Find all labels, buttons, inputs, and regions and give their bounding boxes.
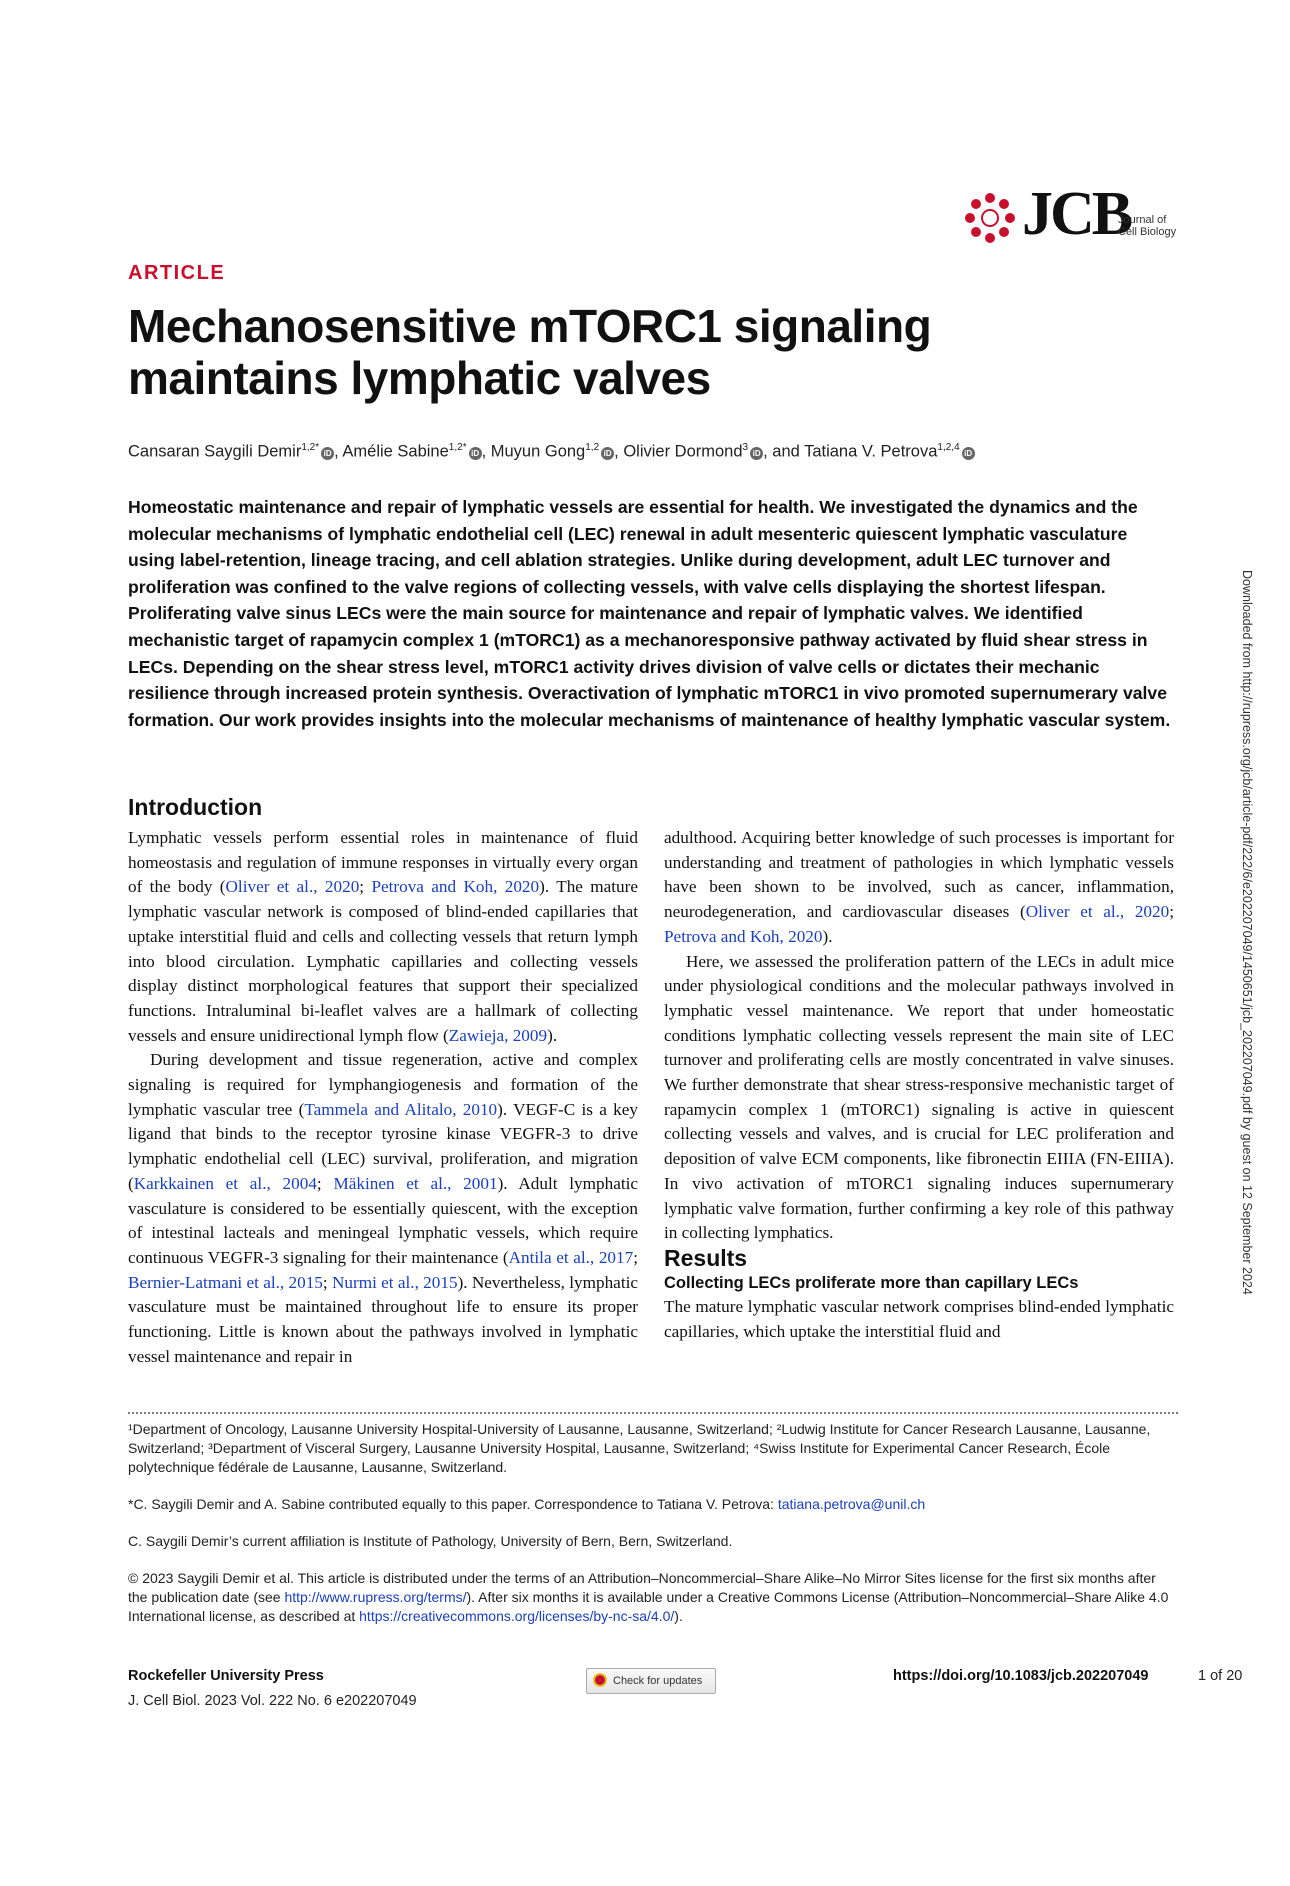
paragraph: adulthood. Acquiring better knowledge of such processes is important for understanding and treatment of pathologies in which lymphatic vessels have been shown to be involved, such as cancer, inflammation, neurodegeneration, and cardiovascular diseases (Oliver et al., 2020; Petrova and Koh, 2020).	[664, 828, 1174, 946]
paragraph: Lymphatic vessels perform essential roles in maintenance of fluid homeostasis and regulation of immune responses in virtually every organ of the body (Oliver et al., 2020; Petrova and Koh, 2020). The mature lymphatic vascular network is composed of blind-ended capillaries that uptake interstitial fluid and cells and collecting vessels that return lymph into blood circulation. Lymphatic capillaries and collecting vessels display distinct morphological features that support their specialized functions. Intraluminal bi-leaflet valves are a hallmark of collecting vessels and ensure unidirectional lymph flow (Zawieja, 2009).	[128, 828, 639, 1045]
author-name: Tatiana V. Petrova	[804, 442, 938, 461]
reference-link[interactable]: Zawieja, 2009	[448, 1025, 548, 1045]
section-heading-results: Results	[664, 1244, 748, 1271]
affiliations: ¹Department of Oncology, Lausanne University Hospital-University of Lausanne, Lausanne, Switzerland; ²Ludwig Institute for Cancer Research Lausanne, Lausanne, Switzerland; ³Department of Visceral Surgery, Lausanne University Hospital, Lausanne, Switzerland; ⁴Swiss Institute for Experimental Cancer Research, École polytechnique fédérale de Lausanne, Lausanne, Switzerland.	[128, 1421, 1151, 1475]
email-link[interactable]: tatiana.petrova@unil.ch	[777, 1496, 926, 1512]
author-name: Amélie Sabine	[342, 442, 449, 461]
paragraph: Here, we assessed the proliferation pattern of the LECs in adult mice under physiological conditions and the molecular pathways involved in lymphatic vessel maintenance. We report that under homeostatic conditions lymphatic collecting vessels represent the main site of LEC turnover and proliferating cells are mostly concentrated in valve sinuses. We further demonstrate that shear stress-responsive mechanistic target of rapamycin complex 1 (mTORC1) signaling is active in quiescent collecting vessels and valves, and is crucial for LEC proliferation and deposition of valve ECM components, like fibronectin EIIIA (FN-EIIIA). In vivo activation of mTORC1 signaling induces supernumerary lymphatic valve formation, further confirming a key role of this pathway in collecting lymphatics.	[664, 951, 1174, 1243]
paragraph: The mature lymphatic vascular network comprises blind-ended lymphatic capillaries, which uptake the interstitial fluid and	[664, 1297, 1174, 1342]
subsection-heading: Collecting LECs proliferate more than capillary LECs	[664, 1273, 1079, 1292]
article-title: Mechanosensitive mTORC1 signaling maintains lymphatic valves	[128, 300, 932, 404]
orcid-icon[interactable]: iD	[469, 447, 482, 460]
orcid-icon[interactable]: iD	[750, 447, 763, 460]
logo-subtitle: Journal of Cell Biology	[1118, 214, 1177, 238]
correspondence-note: *C. Saygili Demir and A. Sabine contributed equally to this paper. Correspondence to Tatiana V. Petrova: tatiana.petrova@unil.ch	[128, 1496, 926, 1512]
license-note: © 2023 Saygili Demir et al. This article is distributed under the terms of an Attribution–Noncommercial–Share Alike–No Mirror Sites license for the first six months after the publication date (see http://www.rupress.org/terms/). After six months it is available under a Creative Commons License (Attribution–Noncommercial–Share Alike 4.0 International license, as described at https://creativecommons.org/licenses/by-nc-sa/4.0/).	[128, 1570, 1169, 1624]
jcb-flower-icon	[960, 188, 1020, 248]
author-name: Cansaran Saygili Demir	[128, 442, 302, 461]
abstract: Homeostatic maintenance and repair of lymphatic vessels are essential for health. We investigated the dynamics and the molecular mechanisms of lymphatic endothelial cell (LEC) renewal in adult mesenteric quiescent lymphatic vasculature using label-retention, lineage tracing, and cell ablation strategies. Unlike during development, adult LEC turnover and proliferation was confined to the valve regions of collecting vessels, with valve cells displaying the shortest lifespan. Proliferating valve sinus LECs were the main source for maintenance and repair of lymphatic valves. We identified mechanistic target of rapamycin complex 1 (mTORC1) as a mechanoresponsive pathway activated by fluid shear stress in LECs. Depending on the shear stress level, mTORC1 activity drives division of valve cells or dictates their mechanic resilience through increased protein synthesis. Overactivation of lymphatic mTORC1 in vivo promoted supernumerary valve formation. Our work provides insights into the molecular mechanisms of maintenance of healthy lymphatic vascular system.	[128, 497, 1171, 730]
body-column-right	[664, 826, 1174, 1345]
author-name: Muyun Gong	[490, 442, 586, 461]
affiliation-note: C. Saygili Demir’s current affiliation is Institute of Pathology, University of Bern, Bern, Switzerland.	[128, 1533, 733, 1549]
orcid-icon[interactable]: iD	[321, 447, 334, 460]
crossmark-icon	[593, 1673, 607, 1687]
reference-link[interactable]: Antila et al., 2017	[508, 1247, 634, 1267]
author-name: Olivier Dormond	[623, 442, 743, 461]
article-type-label: ARTICLE	[128, 262, 226, 284]
reference-link[interactable]: Karkkainen et al., 2004	[133, 1173, 317, 1193]
section-heading-introduction: Introduction	[128, 794, 263, 820]
license-link[interactable]: https://creativecommons.org/licenses/by-nc-sa/4.0/	[359, 1608, 675, 1624]
footnote-divider	[128, 1412, 1178, 1414]
reference-link[interactable]: Mäkinen et al., 2001	[333, 1173, 498, 1193]
publisher-name: Rockefeller University Press	[128, 1668, 324, 1684]
reference-link[interactable]: Oliver et al., 2020	[1025, 902, 1170, 922]
logo-text: JCB	[1022, 180, 1131, 248]
reference-link[interactable]: Petrova and Koh, 2020	[664, 926, 823, 946]
doi-link[interactable]: https://doi.org/10.1083/jcb.202207049	[893, 1668, 1149, 1684]
check-for-updates-button[interactable]: Check for updates	[586, 1668, 716, 1694]
reference-link[interactable]: Petrova and Koh, 2020	[371, 877, 540, 897]
orcid-icon[interactable]: iD	[962, 447, 975, 460]
body-column-left	[128, 826, 638, 1369]
author-list: Cansaran Saygili Demir$^{1,2*}$ iD , Amélie Sabine$^{1,2*}$ iD , Muyun Gong$^{1,2}$ iD , Olivier Dormond$^3$ iD , and Tatiana V. Petrova$^{1,2,4}$ iD	[128, 442, 1178, 462]
orcid-icon[interactable]: iD	[601, 447, 614, 460]
reference-link[interactable]: Oliver et al., 2020	[225, 877, 360, 897]
footnotes	[128, 1420, 1178, 1644]
page-number: 1 of 20	[1198, 1668, 1243, 1684]
paragraph: During development and tissue regeneration, active and complex signaling is required for lymphangiogenesis and formation of the lymphatic vascular tree (Tammela and Alitalo, 2010). VEGF-C is a key ligand that binds to the receptor tyrosine kinase VEGFR-3 to drive lymphatic endothelial cell (LEC) survival, proliferation, and migration (Karkkainen et al., 2004; Mäkinen et al., 2001). Adult lymphatic vasculature is considered to be essentially quiescent, with the exception of intestinal lacteals and meningeal lymphatic vessels, which require continuous VEGFR-3 signaling for their maintenance (Antila et al., 2017; Bernier-Latmani et al., 2015; Nurmi et al., 2015). Nevertheless, lymphatic vasculature must be maintained throughout life to ensure its proper functioning. Little is known about the pathways involved in lymphatic vessel maintenance and repair in	[128, 1050, 639, 1366]
citation-line: J. Cell Biol. 2023 Vol. 222 No. 6 e202207049	[128, 1693, 417, 1709]
journal-logo	[960, 180, 1180, 250]
reference-link[interactable]: Bernier-Latmani et al., 2015	[128, 1272, 323, 1292]
reference-link[interactable]: Nurmi et al., 2015	[331, 1272, 458, 1292]
terms-link[interactable]: http://www.rupress.org/terms/	[284, 1589, 467, 1605]
reference-link[interactable]: Tammela and Alitalo, 2010	[304, 1099, 498, 1119]
download-note: Downloaded from http://rupress.org/jcb/article-pdf/222/6/e202207049/1450651/jcb_202207049.pdf by guest on 12 September 2024	[1240, 570, 1254, 1295]
